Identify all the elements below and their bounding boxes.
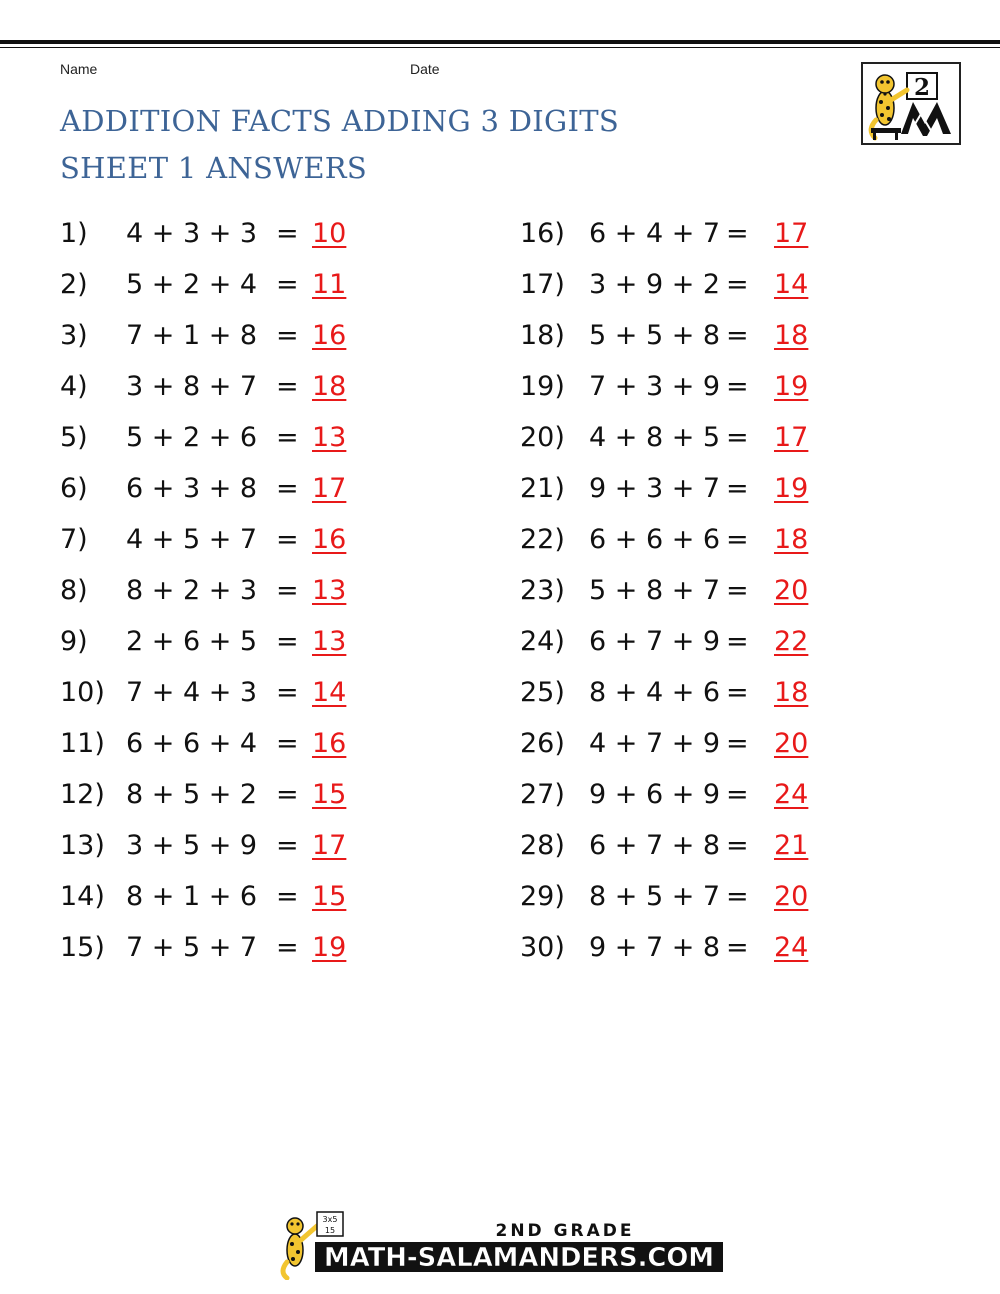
problem-answer: 24 xyxy=(774,779,809,810)
problem-answer: 18 xyxy=(774,320,809,351)
problem-expression: 9 + 7 + 8 xyxy=(589,932,721,963)
footer-logo xyxy=(275,1210,725,1280)
problem-answer: 13 xyxy=(312,626,347,657)
problem-answer: 15 xyxy=(312,779,347,810)
problem-expression: 3 + 8 + 7 xyxy=(126,371,258,402)
problem-expression: 7 + 5 + 7 xyxy=(126,932,258,963)
footer-board-top: 3x5 xyxy=(322,1215,338,1224)
problem-expression: 6 + 3 + 8 xyxy=(126,473,258,504)
equals-sign: = xyxy=(726,575,749,606)
problem-number: 19) xyxy=(520,371,565,402)
problem-expression: 4 + 5 + 7 xyxy=(126,524,258,555)
date-label: Date xyxy=(410,61,440,77)
problem-number: 29) xyxy=(520,881,565,912)
equals-sign: = xyxy=(276,218,299,249)
salamander-logo-icon xyxy=(863,64,959,143)
math-salamanders-logo-icon xyxy=(275,1210,725,1280)
problem-number: 8) xyxy=(60,575,88,606)
equals-sign: = xyxy=(726,269,749,300)
problem-expression: 9 + 3 + 7 xyxy=(589,473,721,504)
problem-answer: 11 xyxy=(312,269,347,300)
name-label: Name xyxy=(60,61,98,77)
equals-sign: = xyxy=(726,728,749,759)
problem-answer: 20 xyxy=(774,728,809,759)
problem-number: 9) xyxy=(60,626,88,657)
equals-sign: = xyxy=(726,473,749,504)
problem-answer: 14 xyxy=(774,269,809,300)
problem-answer: 17 xyxy=(774,218,809,249)
problem-expression: 6 + 6 + 4 xyxy=(126,728,258,759)
problem-expression: 7 + 4 + 3 xyxy=(126,677,258,708)
problem-number: 24) xyxy=(520,626,565,657)
equals-sign: = xyxy=(726,320,749,351)
equals-sign: = xyxy=(276,524,299,555)
problem-expression: 5 + 2 + 6 xyxy=(126,422,258,453)
equals-sign: = xyxy=(726,881,749,912)
equals-sign: = xyxy=(276,728,299,759)
equals-sign: = xyxy=(276,575,299,606)
problem-answer: 19 xyxy=(774,473,809,504)
problem-expression: 6 + 6 + 6 xyxy=(589,524,721,555)
equals-sign: = xyxy=(276,932,299,963)
problem-number: 11) xyxy=(60,728,105,759)
problem-answer: 17 xyxy=(312,830,347,861)
problem-expression: 3 + 9 + 2 xyxy=(589,269,721,300)
problem-expression: 8 + 4 + 6 xyxy=(589,677,721,708)
problem-number: 1) xyxy=(60,218,88,249)
equals-sign: = xyxy=(276,269,299,300)
top-rule-thin xyxy=(0,47,1000,48)
problem-answer: 24 xyxy=(774,932,809,963)
problem-answer: 18 xyxy=(774,677,809,708)
problem-number: 15) xyxy=(60,932,105,963)
problem-expression: 7 + 1 + 8 xyxy=(126,320,258,351)
footer-site-text: MATH-SALAMANDERS.COM xyxy=(324,1243,714,1273)
equals-sign: = xyxy=(726,422,749,453)
equals-sign: = xyxy=(276,881,299,912)
problem-answer: 20 xyxy=(774,881,809,912)
problem-number: 4) xyxy=(60,371,88,402)
problem-expression: 6 + 7 + 8 xyxy=(589,830,721,861)
logo-grade-number: 2 xyxy=(913,74,931,101)
problem-expression: 4 + 7 + 9 xyxy=(589,728,721,759)
problem-answer: 16 xyxy=(312,524,347,555)
problem-answer: 17 xyxy=(312,473,347,504)
problem-answer: 10 xyxy=(312,218,347,249)
equals-sign: = xyxy=(726,218,749,249)
problem-expression: 8 + 5 + 2 xyxy=(126,779,258,810)
equals-sign: = xyxy=(276,422,299,453)
problem-number: 28) xyxy=(520,830,565,861)
problem-expression: 3 + 5 + 9 xyxy=(126,830,258,861)
equals-sign: = xyxy=(726,830,749,861)
problem-expression: 7 + 3 + 9 xyxy=(589,371,721,402)
problem-number: 26) xyxy=(520,728,565,759)
problem-expression: 4 + 3 + 3 xyxy=(126,218,258,249)
equals-sign: = xyxy=(276,473,299,504)
problem-number: 22) xyxy=(520,524,565,555)
equals-sign: = xyxy=(726,524,749,555)
equals-sign: = xyxy=(276,830,299,861)
worksheet-title: ADDITION FACTS ADDING 3 DIGITS xyxy=(60,104,620,138)
equals-sign: = xyxy=(276,371,299,402)
problem-number: 3) xyxy=(60,320,88,351)
problem-expression: 2 + 6 + 5 xyxy=(126,626,258,657)
equals-sign: = xyxy=(276,779,299,810)
problem-expression: 9 + 6 + 9 xyxy=(589,779,721,810)
problem-expression: 8 + 5 + 7 xyxy=(589,881,721,912)
problem-expression: 8 + 1 + 6 xyxy=(126,881,258,912)
problem-answer: 19 xyxy=(774,371,809,402)
equals-sign: = xyxy=(726,626,749,657)
problem-answer: 15 xyxy=(312,881,347,912)
problem-number: 12) xyxy=(60,779,105,810)
worksheet-subtitle: SHEET 1 ANSWERS xyxy=(60,151,368,185)
problem-answer: 13 xyxy=(312,422,347,453)
problem-answer: 18 xyxy=(774,524,809,555)
equals-sign: = xyxy=(276,626,299,657)
problem-number: 13) xyxy=(60,830,105,861)
problem-answer: 20 xyxy=(774,575,809,606)
problem-number: 25) xyxy=(520,677,565,708)
problem-number: 30) xyxy=(520,932,565,963)
problem-number: 16) xyxy=(520,218,565,249)
problem-answer: 16 xyxy=(312,320,347,351)
equals-sign: = xyxy=(726,371,749,402)
problem-number: 7) xyxy=(60,524,88,555)
problem-number: 18) xyxy=(520,320,565,351)
equals-sign: = xyxy=(726,677,749,708)
footer-grade-text: 2ND GRADE xyxy=(495,1221,635,1241)
grade-logo xyxy=(861,62,961,145)
problem-answer: 14 xyxy=(312,677,347,708)
footer-board-bottom: 15 xyxy=(324,1226,336,1235)
problem-expression: 6 + 7 + 9 xyxy=(589,626,721,657)
problem-number: 5) xyxy=(60,422,88,453)
problem-answer: 18 xyxy=(312,371,347,402)
problem-answer: 17 xyxy=(774,422,809,453)
equals-sign: = xyxy=(726,779,749,810)
problem-number: 20) xyxy=(520,422,565,453)
problem-expression: 8 + 2 + 3 xyxy=(126,575,258,606)
equals-sign: = xyxy=(276,677,299,708)
problem-number: 17) xyxy=(520,269,565,300)
problem-answer: 19 xyxy=(312,932,347,963)
equals-sign: = xyxy=(276,320,299,351)
problem-answer: 22 xyxy=(774,626,809,657)
problem-expression: 6 + 4 + 7 xyxy=(589,218,721,249)
problem-number: 2) xyxy=(60,269,88,300)
problem-number: 14) xyxy=(60,881,105,912)
problem-expression: 5 + 8 + 7 xyxy=(589,575,721,606)
problem-number: 6) xyxy=(60,473,88,504)
problem-number: 23) xyxy=(520,575,565,606)
problem-answer: 16 xyxy=(312,728,347,759)
problem-answer: 13 xyxy=(312,575,347,606)
problem-expression: 5 + 2 + 4 xyxy=(126,269,258,300)
problem-number: 27) xyxy=(520,779,565,810)
problem-expression: 5 + 5 + 8 xyxy=(589,320,721,351)
top-rule xyxy=(0,40,1000,44)
problem-number: 10) xyxy=(60,677,105,708)
problem-answer: 21 xyxy=(774,830,809,861)
equals-sign: = xyxy=(726,932,749,963)
problem-number: 21) xyxy=(520,473,565,504)
problem-expression: 4 + 8 + 5 xyxy=(589,422,721,453)
